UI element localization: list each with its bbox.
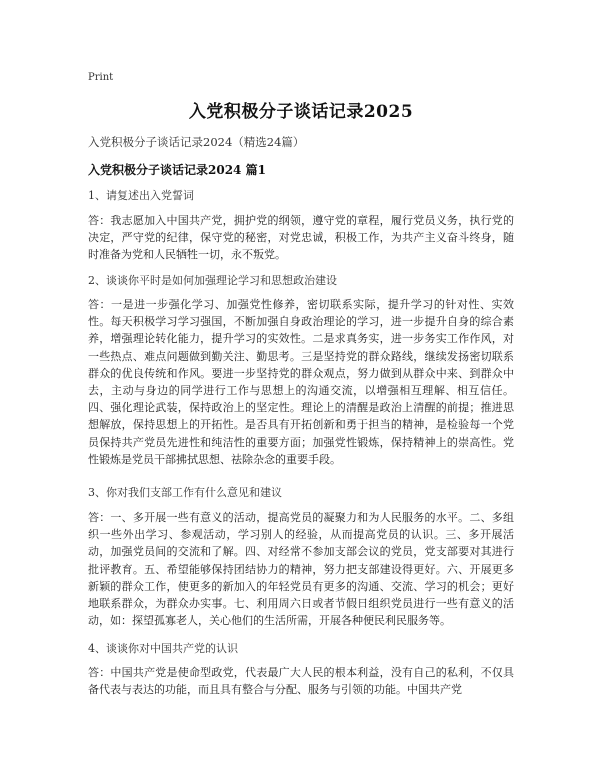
document-title: 入党积极分子谈话记录2025 [188,102,414,122]
print-label[interactable]: Print [88,72,114,83]
question-1: 1、请复述出入党誓词 [88,189,194,202]
question-3: 3、你对我们支部工作有什么意见和建议 [88,486,282,499]
document-subtitle: 入党积极分子谈话记录2024（精选24篇） [88,135,305,149]
answer-3: 答：一、多开展一些有意义的活动，提高党员的凝聚力和为人民服务的水平。二、多组织一些外出学习、参观活动，学习别人的经验，从而提高党员的认识。三、多开展活动，加强党员间的交流和了解。四、对经常不参加支部会议的党员，党支部要对其进行批评教育。五、希望能够保持团结协力的精神，努力把支部建设得更好。六、开展更多新颖的群众工作，使更多的新加入的年轻党员有更多的沟通、交流、学习的机会；更好地联系群众，为群众办实事。七、利用周六日或者节假日组织党员进行一些有意义的活动，如：探望孤寡老人，关心他们的生活所需，开展各种便民利民服务等。 [88,511,514,628]
question-4: 4、谈谈你对中国共产党的认识 [88,642,238,655]
answer-2: 答：一是进一步强化学习、加强党性修养，密切联系实际，提升学习的针对性、实效性。每天积极学习学习强国，不断加强自身政治理论的学习，进一步提升自身的综合素养，增强理论转化能力，提升学习的实效性。二是求真务实，进一步务实工作作风，对一些热点、难点问题做到勤关注、勤思考。三是坚持党的群众路线，继续发扬密切联系群众的优良传统和作风。要进一步坚持党的群众观点，努力做到从群众中来、到群众中去，主动与身边的同学进行工作与思想上的沟通交流，以增强相互理解、相互信任。四、强化理论武装，保持政治上的坚定性。理论上的清醒是政治上清醒的前提；推进思想解放，保持思想上的开拓性。是否具有开拓创新和勇于担当的精神，是检验每一个党员保持共产党员先进性和纯洁性的重要方面；加强党性锻炼，保持精神上的崇高性。党性锻炼是党员干部拂拭思想、祛除杂念的重要手段。 [88,298,514,466]
question-2: 2、谈谈你平时是如何加强理论学习和思想政治建设 [88,274,337,287]
answer-1: 答：我志愿加入中国共产党，拥护党的纲领，遵守党的章程，履行党员义务，执行党的决定，严守党的纪律，保守党的秘密，对党忠诚，积极工作，为共产主义奋斗终身，随时准备为党和人民牺牲一切，永不叛党。 [88,214,514,262]
answer-4: 答：中国共产党是使命型政党，代表最广大人民的根本利益，没有自己的私利，不仅具备代表与表达的功能，而且具有整合与分配、服务与引领的功能。中国共产党 [88,666,514,697]
section-heading: 入党积极分子谈话记录2024 篇1 [88,163,266,177]
